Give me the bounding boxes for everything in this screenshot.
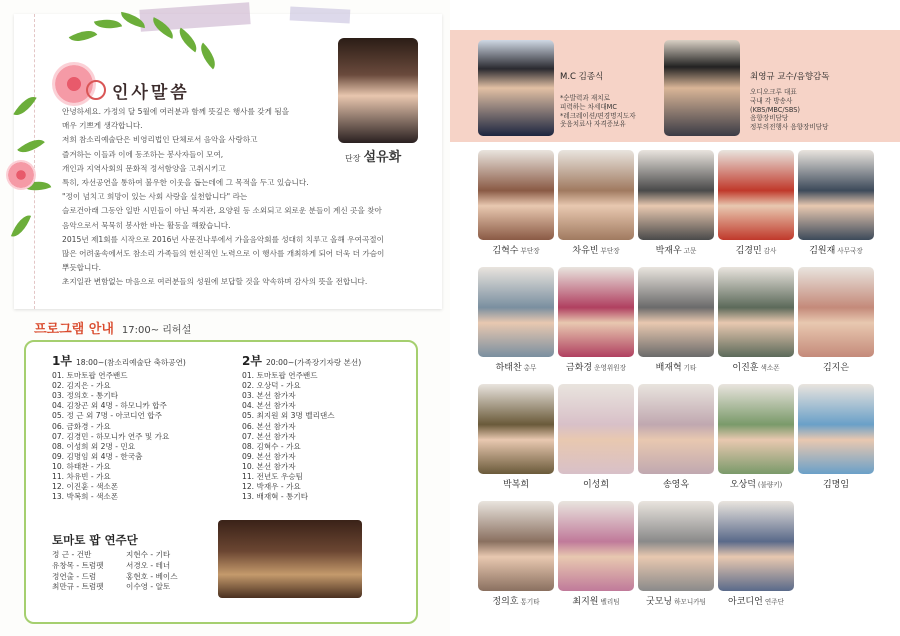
member-caption bbox=[478, 477, 554, 490]
member-name: 박재우 bbox=[655, 246, 682, 256]
member-card bbox=[558, 150, 634, 256]
sound-director-photo bbox=[664, 40, 740, 136]
member-name: 정의호 bbox=[492, 597, 519, 607]
part1-items bbox=[52, 371, 186, 502]
sound-director-desc bbox=[750, 88, 829, 132]
member-caption bbox=[638, 594, 714, 607]
member-photo bbox=[718, 150, 794, 240]
part2-desc: 20:00~(가족장기자랑 본선) bbox=[265, 358, 362, 367]
greeting-line: 안녕하세요. 가정의 달 5월에 여러분과 함께 뜻깊은 행사를 갖게 됨을 bbox=[62, 107, 290, 116]
member-card bbox=[638, 384, 714, 490]
member-name: 김명임 bbox=[822, 480, 850, 490]
greeting-line: 매우 기쁘게 생각합니다. bbox=[62, 121, 143, 131]
greeting-line: 즐겨하는 이들과 이에 동조하는 봉사자들이 모여, bbox=[62, 149, 224, 159]
member-caption bbox=[478, 243, 554, 256]
member-caption bbox=[638, 477, 714, 490]
member-card bbox=[558, 501, 634, 607]
member-role: 부단장 bbox=[600, 247, 620, 255]
member-card bbox=[718, 501, 794, 607]
member-caption bbox=[798, 360, 874, 373]
program-item: 01. 토마토팝 연주밴드 bbox=[242, 371, 318, 381]
member-role: 통기타 bbox=[520, 598, 540, 606]
member-name: 차유빈 bbox=[572, 246, 599, 256]
member-card bbox=[478, 501, 554, 607]
director-photo bbox=[338, 38, 418, 143]
member-caption bbox=[718, 477, 794, 490]
member-name: 금화경 bbox=[566, 363, 593, 373]
member-card bbox=[638, 267, 714, 373]
greeting-line: "정이 넘치고 희망이 있는 사회 사랑을 실천합니다" 라는 bbox=[62, 192, 248, 202]
member-caption bbox=[558, 477, 634, 490]
member-role: 벨리팀 bbox=[600, 598, 620, 606]
member-caption bbox=[478, 360, 554, 373]
program-item: 02. 김지은 - 가요 bbox=[52, 381, 111, 391]
member-name: 송영옥 bbox=[662, 480, 690, 490]
part1-desc: 18:00~(참소리예술단 축하공연) bbox=[75, 358, 186, 367]
member-photo bbox=[478, 150, 554, 240]
program-item: 09. 김명임 외 4명 - 한국춤 bbox=[52, 451, 143, 461]
program-item: 08. 김혁수 - 가요 bbox=[242, 441, 301, 451]
member-role: (불량키) bbox=[757, 481, 783, 489]
program-item: 11. 전년도 우승팀 bbox=[242, 472, 303, 482]
program-item: 05. 최지원 외 3명 벨리댄스 bbox=[242, 411, 335, 421]
member-photo bbox=[638, 501, 714, 591]
program-time: 17:00~ 리허설 bbox=[121, 325, 192, 336]
member-name: 오상덕 bbox=[729, 480, 756, 490]
member-photo bbox=[478, 267, 554, 357]
greeting-line: 특히, 자선공연을 통하여 불우한 이웃을 돕는데에 그 목적을 두고 있습니다. bbox=[62, 178, 309, 188]
band-member: 지현수 - 기타 bbox=[126, 550, 171, 559]
program-item: 12. 박재우 - 가요 bbox=[242, 482, 301, 492]
member-card bbox=[718, 150, 794, 256]
member-card bbox=[558, 267, 634, 373]
member-role: 운영위원장 bbox=[594, 364, 626, 372]
member-caption bbox=[558, 594, 634, 607]
member-card bbox=[718, 384, 794, 490]
sound-director-desc-line: 국내 각 방송사 bbox=[750, 96, 793, 105]
sound-director-desc-line: 음향장비담당 bbox=[750, 114, 789, 123]
program-item: 10. 하태찬 - 가요 bbox=[52, 461, 111, 471]
sound-director-desc-line: 오디오크루 대표 bbox=[750, 88, 797, 96]
greeting-line: 2015년 제1회를 시작으로 2016년 사문진나루에서 가을음악회를 성대히 치루고 올해 우여곡절이 bbox=[62, 234, 384, 244]
director-name: 설유화 bbox=[363, 150, 402, 165]
program-heading bbox=[34, 318, 191, 337]
member-caption bbox=[798, 243, 874, 256]
right-page bbox=[450, 0, 900, 636]
member-role: 부단장 bbox=[520, 247, 540, 255]
part2-list bbox=[242, 356, 361, 502]
member-caption bbox=[638, 243, 714, 256]
member-photo bbox=[638, 150, 714, 240]
sound-director-desc-line: (KBS/MBC/SBS) bbox=[750, 105, 800, 114]
director-role: 단장 bbox=[345, 154, 361, 163]
greeting-line: 뿌듯합니다. bbox=[62, 263, 102, 273]
program-item: 01. 토마토팝 연주밴드 bbox=[52, 371, 128, 381]
member-role: 연주단 bbox=[764, 598, 784, 606]
greeting-line: 개인과 지역사회의 문화적 정서함양을 고취시키고 bbox=[62, 163, 226, 173]
member-photo bbox=[478, 384, 554, 474]
program-item: 04. 본선 참가자 bbox=[242, 401, 296, 411]
part1-list bbox=[52, 356, 186, 502]
member-role: 총무 bbox=[523, 364, 537, 372]
program-item: 06. 금화경 - 가요 bbox=[52, 421, 111, 431]
greeting-line: 음악으로서 묵묵히 봉사한 바는 활동을 해왔습니다. bbox=[62, 220, 231, 230]
member-caption bbox=[558, 360, 634, 373]
member-role: 사무국장 bbox=[837, 247, 863, 255]
mc-name: M.C 김종식 bbox=[560, 72, 604, 82]
band-photo bbox=[218, 520, 362, 598]
program-item: 03. 본선 참가자 bbox=[242, 391, 296, 401]
member-photo bbox=[798, 384, 874, 474]
member-photo bbox=[718, 501, 794, 591]
greeting-line: 많은 어려움속에서도 참소리 가족들의 헌신적인 노력으로 이 행사를 개최하게 되어 더욱 더 가슴이 bbox=[62, 249, 385, 259]
member-name: 박복희 bbox=[502, 480, 530, 490]
greeting-line: 슬로건아래 그동안 일반 시민들이 아닌 복지관, 요양원 등 소외되고 외로운 분들이 계신 곳을 찾아 bbox=[62, 206, 382, 216]
member-card bbox=[798, 384, 874, 490]
program-item: 02. 오상덕 - 가요 bbox=[242, 381, 301, 391]
member-card bbox=[478, 150, 554, 256]
margin-line bbox=[34, 14, 35, 309]
program-item: 07. 김경민 - 하모니카 연주 및 가요 bbox=[52, 431, 170, 441]
member-role: 하모니카팀 bbox=[674, 598, 706, 606]
member-caption bbox=[718, 594, 794, 607]
band-member: 홍현호 - 베이스 bbox=[126, 571, 178, 581]
sound-director-name: 최영규 교수/음향감독 bbox=[750, 72, 830, 82]
member-role: 기타 bbox=[683, 364, 697, 372]
member-name: 최지원 bbox=[572, 597, 599, 607]
program-box bbox=[24, 340, 418, 624]
sound-director-desc-line: 정부의전행사 음향장비담당 bbox=[750, 123, 829, 132]
mc-photo bbox=[478, 40, 554, 136]
program-title: 프로그램 안내 bbox=[34, 322, 114, 337]
member-name: 굿모닝 bbox=[646, 597, 673, 607]
program-item: 05. 정 근 외 7명 - 아코디언 합주 bbox=[52, 411, 162, 421]
band-member: 유창목 - 트럼펫 bbox=[52, 560, 104, 570]
member-role: 색소폰 bbox=[760, 364, 780, 372]
member-caption bbox=[718, 243, 794, 256]
member-caption bbox=[478, 594, 554, 607]
program-item: 04. 김창곤 외 4명 - 하모니카 합주 bbox=[52, 401, 167, 411]
member-photo bbox=[558, 501, 634, 591]
member-card bbox=[638, 501, 714, 607]
program-item: 11. 차유빈 - 가요 bbox=[52, 472, 111, 482]
flower-icon bbox=[6, 160, 36, 190]
member-photo bbox=[798, 267, 874, 357]
member-name: 배재혁 bbox=[655, 363, 682, 373]
band-member: 서경오 - 테너 bbox=[126, 560, 171, 570]
program-item: 13. 배재혁 - 통기타 bbox=[242, 492, 309, 502]
member-name: 아코디언 bbox=[728, 597, 763, 607]
member-card bbox=[718, 267, 794, 373]
band-member: 정 근 - 건반 bbox=[52, 550, 92, 559]
member-photo bbox=[558, 267, 634, 357]
program-item: 12. 이진훈 - 색소폰 bbox=[52, 482, 119, 492]
member-name: 이성희 bbox=[582, 480, 610, 490]
member-photo bbox=[638, 267, 714, 357]
member-photo bbox=[478, 501, 554, 591]
program-item: 06. 본선 참가자 bbox=[242, 421, 296, 431]
program-item: 08. 이성희 외 2명 - 민요 bbox=[52, 441, 136, 451]
mc-desc-line: *순발력과 재치로 bbox=[560, 94, 610, 102]
member-photo bbox=[718, 267, 794, 357]
program-item: 09. 본선 참가자 bbox=[242, 451, 296, 461]
member-role: 감사 bbox=[763, 247, 777, 255]
director-caption bbox=[345, 146, 401, 165]
member-photo bbox=[798, 150, 874, 240]
member-caption bbox=[798, 477, 874, 490]
member-role: 고문 bbox=[683, 247, 697, 255]
member-caption bbox=[558, 243, 634, 256]
mc-desc bbox=[560, 94, 636, 129]
band-member: 정연출 - 드럼 bbox=[52, 571, 97, 581]
program-item: 07. 본선 참가자 bbox=[242, 431, 296, 441]
band-member: 이수영 - 알토 bbox=[126, 582, 171, 592]
member-caption bbox=[638, 360, 714, 373]
member-card bbox=[798, 150, 874, 256]
band-member: 최만규 - 트럼펫 bbox=[52, 582, 104, 592]
greeting-line: 저희 참소리예술단은 비영리법인 단체로서 음악을 사랑하고 bbox=[62, 135, 258, 145]
member-caption bbox=[718, 360, 794, 373]
member-card bbox=[638, 150, 714, 256]
band-title: 토마토 팝 연주단 bbox=[52, 533, 138, 547]
greeting-line: 초지일관 변함없는 마음으로 여러분들의 성원에 보답할 것을 약속하며 감사의 뜻을 전합니다. bbox=[62, 277, 368, 287]
member-card bbox=[478, 267, 554, 373]
member-name: 하태찬 bbox=[495, 363, 522, 373]
program-item: 10. 본선 참가자 bbox=[242, 461, 296, 471]
member-photo bbox=[718, 384, 794, 474]
member-photo bbox=[558, 384, 634, 474]
band-members bbox=[52, 550, 196, 593]
part2-label: 2부 bbox=[242, 354, 262, 368]
member-photo bbox=[558, 150, 634, 240]
program-item: 03. 정의호 - 통기타 bbox=[52, 391, 119, 401]
greeting-title: 인사말씀 bbox=[112, 83, 190, 103]
mc-desc-line: 피력하는 차세대MC bbox=[560, 102, 617, 111]
member-name: 이진훈 bbox=[732, 363, 759, 373]
member-card bbox=[798, 267, 874, 373]
member-name: 김혁수 bbox=[492, 246, 519, 256]
member-name: 김경민 bbox=[735, 246, 762, 256]
part2-items bbox=[242, 371, 361, 502]
member-name: 김지은 bbox=[822, 363, 850, 373]
member-card bbox=[478, 384, 554, 490]
mc-desc-line: *레크레이션/편경명지도자 bbox=[560, 111, 636, 120]
program-item: 13. 박복희 - 색소폰 bbox=[52, 492, 119, 502]
heart-icon bbox=[86, 80, 106, 100]
part1-label: 1부 bbox=[52, 354, 72, 368]
member-card bbox=[558, 384, 634, 490]
member-photo bbox=[638, 384, 714, 474]
member-name: 김원재 bbox=[809, 246, 836, 256]
mc-desc-line: 웃음치료사 자격증보유 bbox=[560, 120, 626, 129]
